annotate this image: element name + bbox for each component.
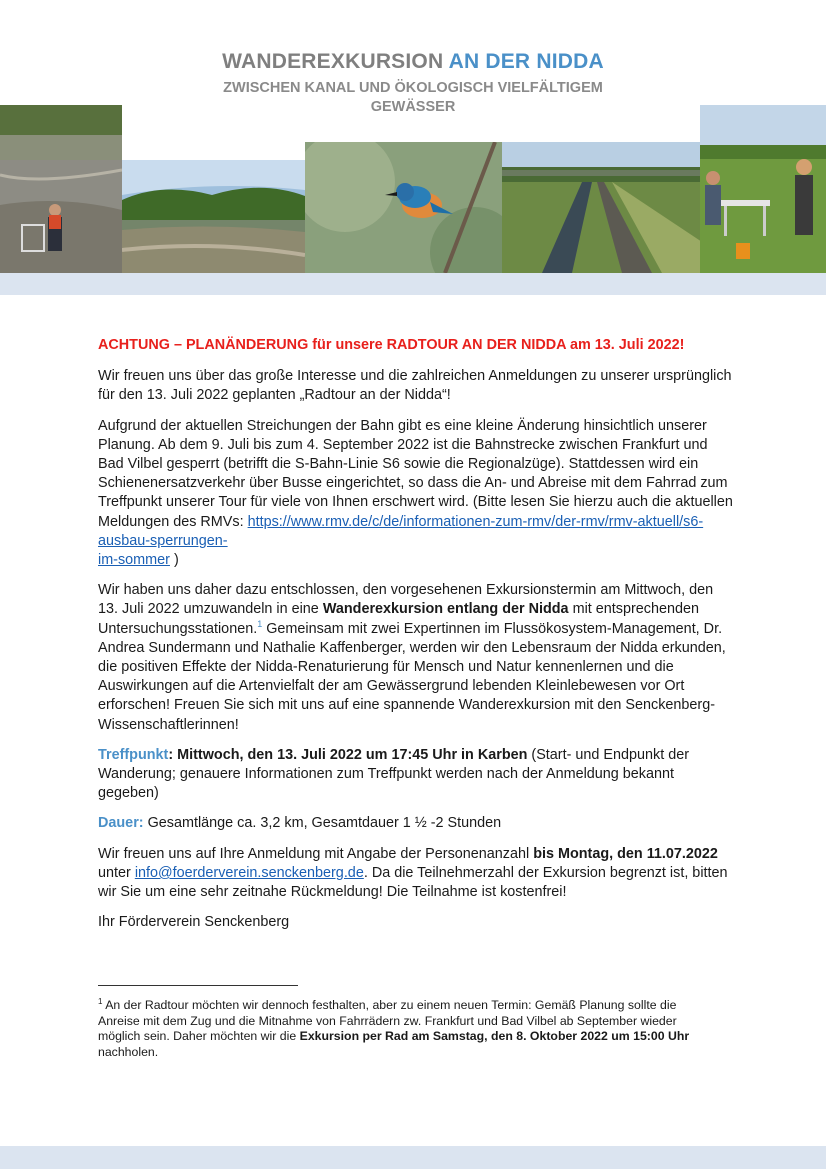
footnote-divider — [98, 985, 298, 986]
rmv-link-cont[interactable]: im-sommer — [98, 552, 170, 569]
paragraph-registration — [98, 845, 734, 903]
rmv-link[interactable]: https://www.rmv.de/c/de/informationen-zum-rmv/der-rmv/rmv-aktuell/s6-ausbau-sperrungen- — [98, 513, 704, 549]
registration-text-c: . Da die Teilnehmerzahl der Exkursion begrenzt ist, bitten wir Sie um eine sehr zeitnahe Rückmeldung! Die Teilnahme ist kostenfrei! — [98, 864, 728, 901]
header-band — [0, 273, 826, 295]
letter-body — [98, 336, 734, 943]
kingfisher-photo — [305, 142, 502, 273]
paragraph-duration — [98, 814, 734, 833]
river-wader-photo — [0, 105, 122, 273]
registration-deadline: bis Montag, den 11.07.2022 — [533, 845, 718, 862]
decision-text-b: mit entsprechenden Untersuchungsstationen. — [98, 601, 699, 637]
decision-bold: Wanderexkursion entlang der Nidda — [322, 601, 569, 618]
registration-text-b: unter — [98, 864, 135, 881]
subtitle-line-2: GEWÄSSER — [370, 99, 456, 115]
river-bank-photo — [122, 160, 305, 273]
meeting-time: : Mittwoch, den 13. Juli 2022 um 17:45 Uhr in Karben — [168, 746, 528, 763]
change-end: ) — [169, 552, 179, 569]
decision-text-c: Gemeinsam mit zwei Expertinnen im Flussökosystem-Management, Dr. Andrea Sundermann und Nathalie Kaffenberger, werden wir den Lebensraum der Nidda erkunden, die positiven Effekte der Nidda-Renaturierung für Mensch und Natur kennenlernen und die Auswirkungen auf die Artenvielfalt der am Gewässergrund lebenden Kleinlebewesen vor Ort erforschen! Freuen Sie sich mit uns auf eine spannende Wanderexkursion mit den Senckenberg-Wissenschaftlerinnen! — [98, 620, 726, 733]
alert-headline: ACHTUNG – PLANÄNDERUNG für unsere RADTOUR AN DER NIDDA am 13. Juli 2022! — [98, 337, 685, 353]
email-link[interactable]: info@foerderverein.senckenberg.de — [134, 864, 364, 881]
footnote-bold: Exkursion per Rad am Samstag, den 8. Oktober 2022 um 15:00 Uhr — [299, 1029, 690, 1044]
paragraph-change — [98, 417, 734, 571]
title-part-gray: WANDEREXKURSION — [222, 50, 444, 73]
canal-photo — [502, 142, 700, 273]
subtitle-line-1: ZWISCHEN KANAL UND ÖKOLOGISCH VIELFÄLTIGEM — [223, 80, 603, 96]
footer-band — [0, 1146, 826, 1169]
paragraph-decision — [98, 581, 734, 735]
footnote-number: 1 — [98, 997, 103, 1006]
change-text: Aufgrund der aktuellen Streichungen der Bahn gibt es eine kleine Änderung hinsichtlich unserer Planung. Ab dem 9. Juli bis zum 4. September 2022 ist die Bahnstrecke zwischen Frankfurt und Bad Vilbel gesperrt (betrifft die S-Bahn-Linie S6 sowie die Regionalzüge). Stattdessen wird ein Schienenersatzverkehr über Busse eingerichtet, so dass die An- und Abreise mit dem Fahrrad zum Treffpunkt unserer Tour für viele von Ihnen erschwert wird. (Bitte lesen Sie hierzu auch die aktuellen Meldungen des RMVs: — [98, 417, 733, 530]
meeting-label: Treffpunkt — [98, 746, 169, 763]
footnote-text-a: An der Radtour möchten wir dennoch festhalten, aber zu einem neuen Termin: Gemäß Planung sollte die Anreise mit dem Zug und die Mitnahme von Fahrrädern zw. Frankfurt und Bad Vilbel ab September wieder möglich sein. Daher möchten wir die — [98, 998, 677, 1044]
footnote-text-b: nachholen. — [98, 1044, 159, 1059]
duration-label: Dauer: — [98, 815, 144, 832]
signature: Ihr Förderverein Senckenberg — [98, 914, 290, 931]
paragraph-meeting — [98, 746, 734, 804]
decision-text-a: Wir haben uns daher dazu entschlossen, den vorgesehenen Exkursionstermin am Mittwoch, den 13. Juli 2022 umzuwandeln in eine — [98, 582, 714, 618]
duration-text: Gesamtlänge ca. 3,2 km, Gesamtdauer 1 ½ -2 Stunden — [143, 815, 502, 832]
meeting-detail: (Start- und Endpunkt der Wanderung; genauere Informationen zum Treffpunkt werden nach der Anmeldung bekannt gegeben) — [98, 746, 690, 802]
field-station-photo — [700, 105, 826, 273]
registration-text-a: Wir freuen uns auf Ihre Anmeldung mit Angabe der Personenanzahl — [98, 845, 534, 862]
photo-strip — [0, 105, 826, 273]
paragraph-intro: Wir freuen uns über das große Interesse und die zahlreichen Anmeldungen zu unserer ursprünglich für den 13. Juli 2022 geplanten „Radtour an der Nidda“! — [98, 368, 732, 404]
page-title — [0, 50, 826, 74]
footnote-ref[interactable]: 1 — [257, 618, 263, 629]
footnote — [98, 994, 718, 1060]
title-part-blue: AN DER NIDDA — [448, 50, 604, 73]
